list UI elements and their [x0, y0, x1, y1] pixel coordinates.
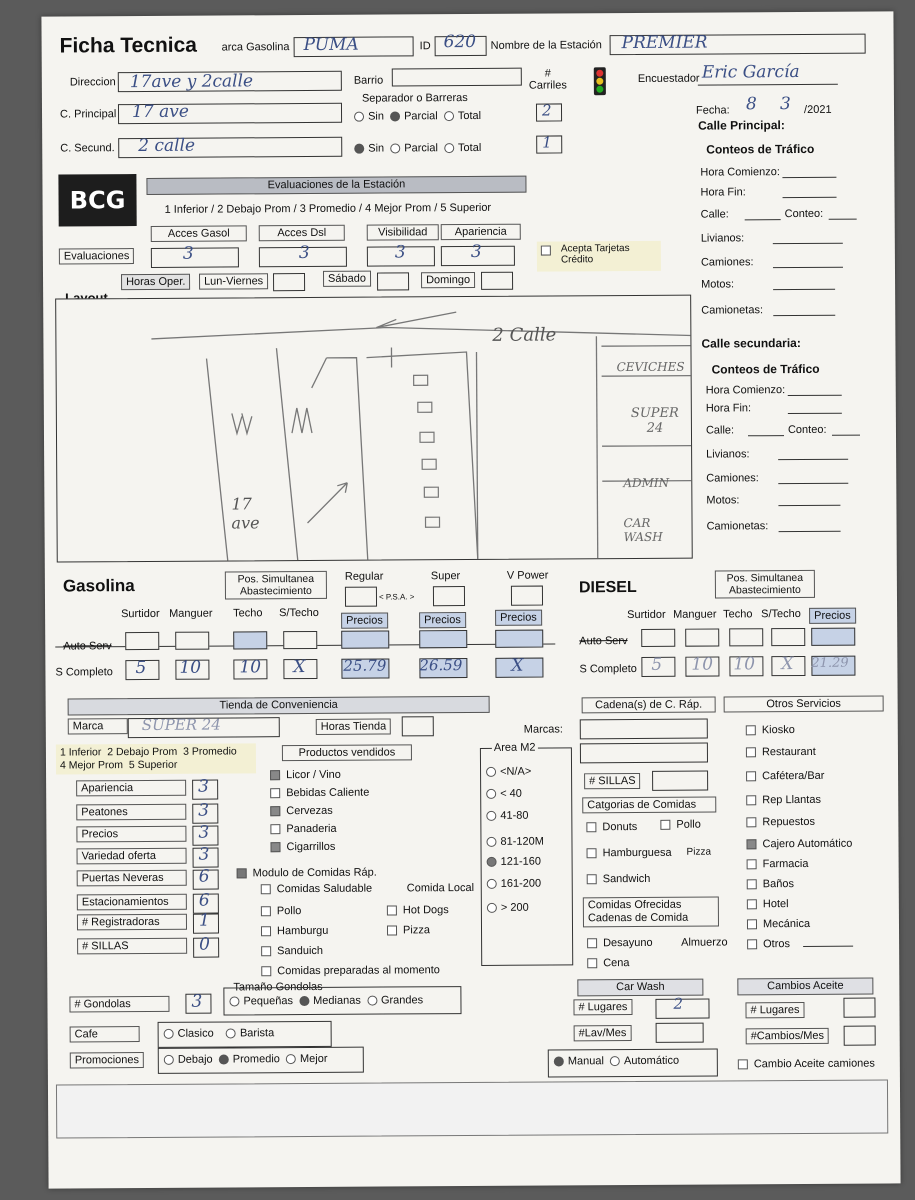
comida-1[interactable]	[261, 905, 302, 917]
rating-label-3: Variedad oferta	[77, 848, 187, 865]
dsl-sc-surtidor-value: 5	[651, 654, 663, 675]
calle-2-line[interactable]	[748, 435, 784, 436]
dsl-auto-techo[interactable]	[729, 628, 763, 646]
direccion-value: 17ave y 2calle	[129, 71, 254, 93]
servicio-0[interactable]	[746, 724, 795, 736]
opt-debajo: Debajo	[177, 1053, 213, 1066]
calle-1: Calle:	[700, 208, 729, 221]
cena-label: Cena	[603, 957, 630, 970]
cprincipal-value: 17 ave	[131, 101, 189, 123]
super-psa-field[interactable]	[433, 586, 465, 606]
servicio-2[interactable]	[746, 770, 824, 782]
gasolina-title: Gasolina	[62, 576, 135, 596]
bcg-logo: BCG	[58, 174, 136, 226]
direccion-label: Direccion	[69, 76, 116, 89]
rating-value-6: 1	[198, 910, 210, 931]
gas-precios-1: Precios	[341, 613, 388, 629]
layout-2calle: 2 Calle	[492, 324, 557, 346]
camiones-2-line[interactable]	[778, 483, 848, 484]
calle-2: Calle:	[705, 424, 735, 437]
barrio-field[interactable]	[392, 68, 522, 87]
dsl-s-completo: S Completo	[579, 662, 637, 676]
conteo-1: Conteo:	[784, 207, 824, 221]
regular-label: Regular	[344, 570, 384, 583]
area-opt-4[interactable]	[487, 856, 541, 868]
marca-value: PUMA	[303, 34, 359, 56]
conteos-principal-title: Conteos de Tráfico	[706, 141, 815, 157]
dsl-auto-serv: Auto Serv	[579, 635, 628, 648]
vpower-label: V Power	[506, 569, 549, 582]
hora-comienzo-1: Hora Comienzo:	[700, 166, 780, 179]
camionetas-1-line[interactable]	[773, 315, 835, 316]
vpower-psa-field[interactable]	[511, 586, 543, 606]
livianos-2: Livianos:	[706, 448, 750, 461]
opt-total: Total	[457, 109, 482, 123]
csecund-label: C. Secund.	[60, 142, 115, 155]
horas-tienda-field[interactable]	[402, 716, 434, 736]
camionetas-2-line[interactable]	[779, 531, 841, 532]
calle-principal-heading: Calle Principal:	[698, 118, 785, 133]
producto-0[interactable]	[270, 769, 341, 781]
acces-dsl-value: 3	[298, 242, 310, 264]
gondolas-label: # Gondolas	[69, 996, 169, 1013]
gas-auto-price-3[interactable]	[495, 630, 543, 648]
gas-col-manguer: Manguer	[169, 607, 213, 620]
marca-label: arca Gasolina	[221, 41, 290, 54]
gas-s-completo: S Completo	[55, 666, 113, 679]
rating-value-1: 3	[198, 800, 210, 821]
separador-label: Separador o Barreras	[361, 92, 468, 105]
id-value: 620	[443, 31, 477, 53]
opt-mejor: Mejor	[299, 1052, 328, 1066]
opt-sin-2: Sin	[368, 142, 385, 155]
aceite-cambios-label: #Cambios/Mes	[746, 1028, 829, 1045]
gas-sc-techo-value: 10	[239, 657, 262, 678]
livianos-1: Livianos:	[700, 232, 745, 245]
horas-label: Horas Oper.	[121, 274, 190, 290]
area-opt-0[interactable]	[486, 766, 531, 778]
producto-label-0: Licor / Vino	[286, 768, 341, 782]
gas-auto-serv: Auto Serv	[63, 640, 112, 653]
servicio-3[interactable]	[746, 794, 821, 806]
dsl-col-stecho: S/Techo	[761, 607, 801, 621]
area-opt-3[interactable]	[486, 836, 543, 848]
rating-label-4: Puertas Neveras	[77, 870, 187, 887]
regular-psa-field[interactable]	[345, 587, 377, 607]
gas-sc-surtidor-value: 5	[135, 657, 147, 679]
marcas-field-1[interactable]	[580, 719, 708, 740]
area-opt-label-4: 121-160	[500, 855, 542, 868]
categorias-label: Catgorias de Comidas	[582, 797, 716, 814]
evaluaciones-row-label: Evaluaciones	[59, 248, 135, 264]
cadena-sillas-label: # SILLAS	[584, 773, 641, 789]
producto-1[interactable]	[270, 787, 369, 800]
servicio-label-8: Hotel	[762, 898, 789, 911]
donuts-label: Donuts	[602, 820, 638, 834]
rating-label-0: Apariencia	[76, 780, 186, 797]
dsl-precios: Precios	[809, 608, 856, 624]
modulo-label: Modulo de Comidas Ráp.	[252, 866, 377, 880]
calle-1-line[interactable]	[745, 219, 781, 220]
barrio-label: Barrio	[353, 74, 384, 87]
dsl-col-techo: Techo	[723, 608, 753, 621]
super-label: Super	[430, 570, 461, 583]
servicio-label-9: Mecánica	[762, 917, 811, 931]
tienda-marca-label: Marca	[68, 718, 128, 734]
livianos-2-line[interactable]	[778, 459, 848, 460]
layout-ceviches: CEVICHES	[616, 359, 685, 375]
rating-value-3: 3	[198, 844, 210, 865]
area-opt-label-1: < 40	[500, 787, 522, 800]
area-opt-label-6: > 200	[500, 901, 529, 914]
opt-manual: Manual	[567, 1055, 604, 1068]
servicio-5[interactable]	[746, 838, 852, 851]
opt-clasico: Clasico	[177, 1027, 214, 1040]
regular-price: 25.79	[343, 656, 387, 675]
servicio-9[interactable]	[747, 918, 810, 930]
producto-2[interactable]	[270, 805, 333, 817]
gas-auto-price-1[interactable]	[341, 631, 389, 649]
local-hotdogs[interactable]	[387, 904, 449, 916]
separador-secund-options[interactable]	[354, 142, 481, 155]
aceite-cambios-field[interactable]	[844, 1026, 876, 1046]
local-pizza[interactable]	[387, 924, 430, 936]
comida-2[interactable]	[261, 925, 328, 937]
carwash-lugares-label: # Lugares	[573, 999, 632, 1015]
encuestador-value: Eric García	[701, 61, 800, 83]
marcas-label: Marcas:	[523, 723, 563, 736]
comida-label-1: Pollo	[276, 905, 302, 918]
motos-1-line[interactable]	[773, 289, 835, 290]
comida-label-0: Comidas Saludable	[276, 882, 373, 896]
gas-auto-manguer[interactable]	[175, 632, 209, 650]
gas-auto-surtidor[interactable]	[125, 632, 159, 650]
opt-total-2: Total	[457, 141, 482, 155]
dsl-auto-price[interactable]	[811, 628, 855, 646]
carwash-lugares-value: 2	[673, 994, 684, 1013]
diesel-price: 21.29	[811, 655, 849, 671]
aceite-camiones-label: Cambio Aceite camiones	[753, 1057, 875, 1071]
diesel-pos-sim: Pos. Simultanea Abastecimiento	[715, 570, 815, 599]
hamburguesa-label: Hamburguesa	[602, 846, 672, 860]
fecha-month: 3	[779, 94, 791, 115]
area-opt-6[interactable]	[487, 902, 529, 914]
area-title: Area M2	[493, 741, 536, 754]
rating-value-0: 3	[198, 776, 210, 797]
opt-grandes: Grandes	[380, 994, 424, 1007]
area-opt-label-3: 81-120M	[500, 835, 544, 848]
carwash-lav-label: #Lav/Mes	[574, 1025, 632, 1041]
dsl-col-surtidor: Surtidor	[627, 608, 666, 622]
promociones-label: Promociones	[70, 1052, 144, 1068]
producto-label-2: Cervezas	[286, 804, 333, 818]
servicio-4[interactable]	[746, 816, 815, 828]
servicio-1[interactable]	[746, 746, 816, 758]
acces-dsl-label: Acces Dsl	[259, 225, 345, 242]
modulo-comidas[interactable]	[237, 867, 377, 880]
dsl-sc-stecho-value: X	[781, 654, 794, 675]
gas-precios-3: Precios	[495, 610, 542, 626]
layout-super24: SUPER 24	[630, 405, 679, 436]
gasolina-pos-sim: Pos. Simultanea Abastecimiento	[225, 571, 327, 600]
area-opt-1[interactable]	[486, 788, 522, 800]
conteo-2: Conteo:	[787, 423, 827, 437]
lun-viernes-field[interactable]	[273, 273, 305, 291]
conteo-1-line[interactable]	[829, 219, 857, 220]
cat-pollo[interactable]	[660, 819, 701, 831]
area-opt-label-0: <N/A>	[500, 765, 532, 778]
sabado-field[interactable]	[377, 272, 409, 290]
area-opt-label-5: 161-200	[500, 877, 542, 890]
sandwich-label: Sandwich	[602, 872, 651, 886]
hora-comienzo-1-line[interactable]	[782, 177, 836, 178]
dsl-auto-manguer[interactable]	[685, 628, 719, 646]
visibilidad-label: Visibilidad	[367, 224, 439, 240]
visibilidad-value: 3	[394, 242, 406, 263]
evaluaciones-scale: 1 Inferior / 2 Debajo Prom / 3 Promedio / 4 Mejor Prom / 5 Superior	[164, 201, 492, 216]
hora-comienzo-2: Hora Comienzo:	[705, 384, 786, 397]
apariencia-label: Apariencia	[441, 224, 521, 240]
dsl-sc-techo-value: 10	[733, 654, 756, 675]
camionetas-2: Camionetas:	[706, 520, 769, 533]
vpower-price: X	[511, 655, 524, 676]
traffic-light-icon	[590, 67, 610, 100]
acces-gasol-label: Acces Gasol	[151, 225, 247, 242]
hora-fin-1-line[interactable]	[783, 197, 837, 198]
promo-options[interactable]	[164, 1053, 328, 1066]
gas-col-techo: Techo	[233, 607, 263, 620]
hotdogs-label: Hot Dogs	[402, 904, 449, 917]
servicio-label-1: Restaurant	[761, 745, 816, 759]
servicio-label-2: Cafétera/Bar	[762, 769, 825, 783]
servicio-7[interactable]	[747, 878, 794, 890]
rating-value-4: 6	[198, 866, 210, 887]
opt-parcial: Parcial	[404, 110, 438, 123]
rating-label-6: # Registradoras	[77, 914, 187, 931]
opt-desayuno[interactable]	[587, 937, 653, 949]
carriles-principal-value: 2	[541, 101, 552, 120]
cafe-label: Cafe	[70, 1026, 140, 1042]
comida-4[interactable]	[261, 964, 440, 977]
producto-label-1: Bebidas Caliente	[286, 786, 370, 800]
rating-label-5: Estacionamientos	[77, 894, 187, 911]
diesel-title: DIESEL	[578, 578, 637, 597]
comida-0[interactable]	[261, 883, 372, 896]
tamano-options[interactable]	[229, 994, 423, 1007]
rating-value-2: 3	[198, 822, 210, 843]
servicio-label-5: Cajero Automático	[762, 837, 853, 851]
motos-2: Motos:	[706, 494, 740, 507]
servicio-label-7: Baños	[762, 878, 794, 891]
survey-sheet	[41, 11, 900, 1188]
gas-col-stecho: S/Techo	[279, 606, 319, 620]
layout-17ave: 17 ave	[231, 494, 260, 533]
producto-3[interactable]	[270, 823, 336, 835]
tienda-marca-value: SUPER 24	[141, 715, 221, 735]
motos-1: Motos:	[701, 278, 735, 291]
dsl-auto-stecho[interactable]	[771, 628, 805, 646]
cadena-title: Cadena(s) de C. Ráp.	[582, 697, 716, 714]
estacion-label: Nombre de la Estación	[490, 39, 602, 52]
opt-barista: Barista	[239, 1027, 275, 1040]
area-opt-5[interactable]	[487, 878, 541, 890]
layout-area[interactable]	[55, 295, 693, 563]
lun-viernes-label: Lun-Viernes	[199, 273, 268, 289]
encuestador-line	[698, 84, 838, 86]
producto-label-3: Panaderia	[286, 822, 337, 836]
opt-parcial-2: Parcial	[404, 142, 438, 155]
carriles-secund-value: 1	[542, 133, 552, 152]
gas-sc-manguer-value: 10	[179, 657, 202, 678]
productos-title: Productos vendidos	[282, 744, 412, 761]
cat-donuts[interactable]	[586, 821, 637, 833]
tamano-label: Tamaño Gondolas	[233, 980, 323, 994]
tienda-scale: 1 Inferior 2 Debajo Prom 3 Promedio 4 Mejor Prom 5 Superior	[59, 745, 237, 772]
gas-auto-stecho[interactable]	[283, 631, 317, 649]
fecha-year: /2021	[803, 103, 832, 116]
servicio-label-10: Otros	[763, 938, 791, 951]
apariencia-value: 3	[470, 241, 482, 262]
opt-pequenas: Pequeñas	[243, 995, 294, 1008]
cat-sandwich[interactable]	[587, 873, 651, 885]
pollo-label: Pollo	[676, 818, 701, 831]
opt-cena[interactable]	[587, 957, 629, 969]
domingo-field[interactable]	[481, 272, 513, 290]
cat-pizza: Pizza	[686, 846, 712, 858]
super-price: 26.59	[419, 656, 463, 675]
evaluaciones-title: Evaluaciones de la Estación	[146, 176, 526, 195]
hora-fin-1: Hora Fin:	[700, 186, 746, 199]
estacion-value: PREMIER	[621, 32, 708, 54]
dsl-auto-surtidor[interactable]	[641, 629, 675, 647]
gas-col-surtidor: Surtidor	[121, 607, 160, 621]
form-title: Ficha Tecnica	[59, 33, 198, 58]
servicio-label-6: Farmacia	[762, 857, 809, 871]
desayuno-label: Desayuno	[603, 936, 653, 950]
area-opt-label-2: 41-80	[500, 809, 529, 822]
comida-label-4: Comidas preparadas al momento	[277, 964, 440, 978]
camionetas-1: Camionetas:	[701, 304, 764, 317]
aceite-camiones-checkbox[interactable]	[738, 1058, 875, 1071]
id-label: ID	[419, 40, 431, 53]
calle-secundaria-heading: Calle secundaria:	[701, 335, 801, 351]
hora-fin-2: Hora Fin:	[705, 402, 752, 415]
gas-auto-price-2[interactable]	[419, 630, 467, 648]
opt-automatico: Automático	[623, 1054, 680, 1068]
hora-fin-2-line[interactable]	[788, 413, 842, 414]
cafe-options[interactable]	[164, 1027, 275, 1040]
separador-principal-options[interactable]	[354, 110, 481, 123]
fecha-day: 8	[745, 94, 757, 115]
camiones-1-line[interactable]	[773, 267, 843, 268]
camiones-1: Camiones:	[700, 256, 754, 269]
gas-auto-techo[interactable]	[233, 631, 267, 649]
pizza-label: Pizza	[402, 924, 430, 937]
producto-4[interactable]	[270, 841, 335, 853]
carwash-type-options[interactable]	[554, 1055, 679, 1068]
rating-value-5: 6	[198, 890, 210, 911]
cadena-sillas-field[interactable]	[652, 771, 708, 791]
ofrecidas-label: Comidas Ofrecidas Cadenas de Comida	[583, 896, 719, 927]
otros-title: Otros Servicios	[724, 695, 884, 712]
cprincipal-label: C. Principal	[59, 108, 117, 121]
opt-promedio: Promedio	[232, 1053, 280, 1066]
carwash-title: Car Wash	[577, 979, 703, 997]
cat-hamburguesa[interactable]	[587, 847, 672, 860]
marcas-field-2[interactable]	[580, 743, 708, 764]
comida-label-2: Hamburgu	[276, 924, 329, 938]
psa-label: < P.S.A. >	[378, 592, 415, 602]
domingo-label: Domingo	[421, 272, 475, 288]
gondolas-value: 3	[191, 991, 203, 1012]
opt-sin: Sin	[368, 110, 384, 123]
layout-admin: ADMIN	[623, 475, 670, 491]
aceite-lugares-field[interactable]	[843, 998, 875, 1018]
rating-label-2: Precios	[76, 826, 186, 843]
camiones-2: Camiones:	[706, 472, 759, 485]
motos-2-line[interactable]	[778, 505, 840, 506]
conteos-secundaria-title: Conteos de Tráfico	[711, 361, 820, 377]
dsl-col-manguer: Manguer	[673, 608, 717, 621]
livianos-1-line[interactable]	[773, 243, 843, 244]
area-opt-2[interactable]	[486, 810, 528, 822]
gas-precios-2: Precios	[419, 612, 466, 628]
opt-medianas: Medianas	[313, 994, 361, 1007]
rating-label-1: Peatones	[76, 804, 186, 821]
comida-3[interactable]	[261, 945, 323, 957]
carriles-label: # Carriles	[528, 67, 567, 92]
servicio-8[interactable]	[747, 898, 789, 910]
layout-sketch	[56, 296, 692, 562]
csecund-value: 2 calle	[138, 135, 196, 157]
rating-value-7: 0	[199, 934, 210, 955]
hora-comienzo-2-line[interactable]	[788, 395, 842, 396]
acces-gasol-field[interactable]	[151, 247, 239, 268]
servicio-label-4: Repuestos	[762, 815, 815, 829]
layout-carwash: CAR WASH	[623, 515, 663, 545]
almuerzo-label: Almuerzo	[681, 936, 728, 949]
comments-textarea[interactable]	[56, 1079, 888, 1138]
conteo-2-line[interactable]	[832, 435, 860, 436]
encuestador-label: Encuestador	[637, 72, 700, 85]
horas-tienda-label: Horas Tienda	[316, 718, 392, 734]
carwash-lav-field[interactable]	[656, 1023, 704, 1043]
servicio-label-0: Kiosko	[761, 724, 795, 737]
dsl-sc-manguer-value: 10	[691, 654, 714, 675]
servicio-label-3: Rep Llantas	[762, 793, 821, 807]
fecha-label: Fecha:	[695, 104, 730, 117]
aceite-title: Cambios Aceite	[737, 978, 873, 996]
otros-line[interactable]	[803, 946, 853, 947]
tienda-title: Tienda de Conveniencia	[68, 696, 490, 716]
aceite-lugares-label: # Lugares	[745, 1002, 804, 1018]
tarjetas-label: Acepta Tarjetas Crédito	[560, 243, 630, 266]
gas-sc-stecho-value: X	[293, 657, 306, 678]
servicio-6[interactable]	[747, 858, 809, 870]
tarjetas-checkbox[interactable]	[541, 245, 557, 256]
comida-local-label: Comida Local	[406, 881, 475, 895]
acces-gasol-value: 3	[182, 243, 194, 264]
producto-label-4: Cigarrillos	[286, 840, 336, 854]
servicio-10[interactable]	[747, 938, 790, 950]
rating-label-7: # SILLAS	[77, 938, 187, 955]
comida-label-3: Sanduich	[277, 944, 324, 958]
sabado-label: Sábado	[323, 271, 371, 287]
